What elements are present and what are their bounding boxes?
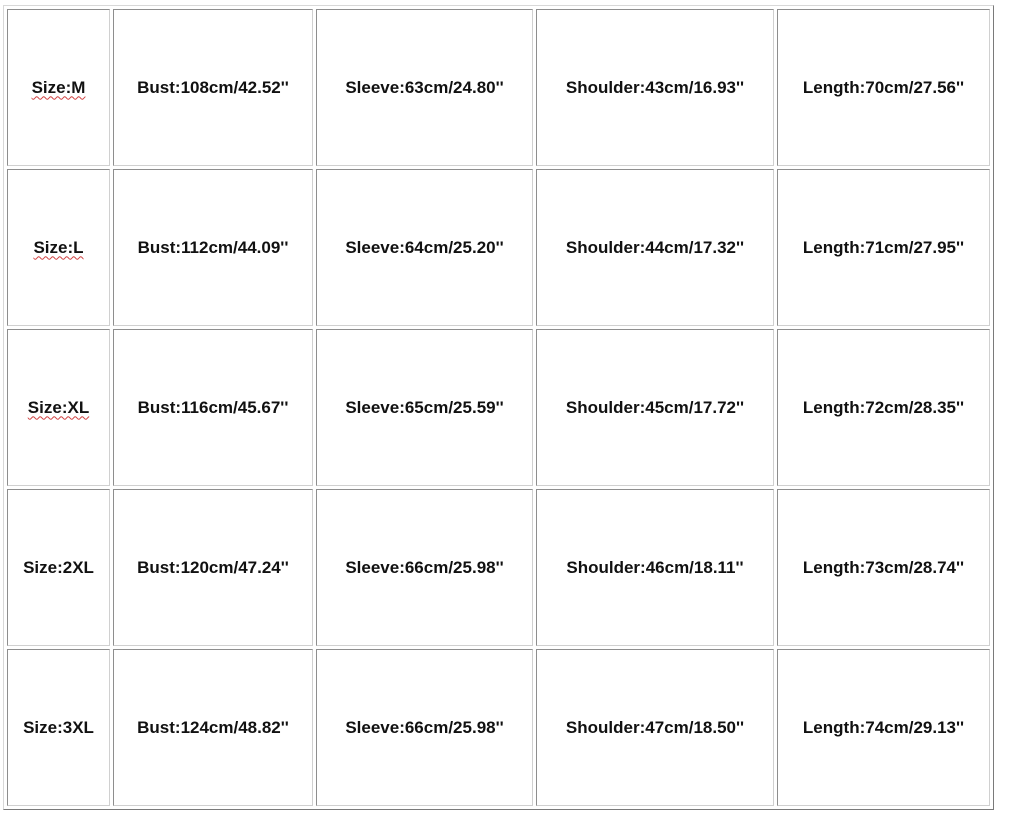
- size-chart-table: [3, 5, 994, 810]
- sleeve-value: Sleeve:66cm/25.98'': [345, 717, 504, 737]
- size-cell: [7, 649, 110, 806]
- table-row-size-m: [7, 9, 990, 166]
- sleeve-value: Sleeve:64cm/25.20'': [345, 237, 504, 257]
- bust-value: Bust:116cm/45.67'': [137, 397, 289, 417]
- length-cell: [777, 649, 990, 806]
- shoulder-value: Shoulder:44cm/17.32'': [565, 237, 745, 257]
- size-label: Size:XL: [27, 397, 90, 417]
- shoulder-cell: [536, 649, 774, 806]
- size-cell: [7, 169, 110, 326]
- shoulder-cell: [536, 489, 774, 646]
- bust-cell: [113, 649, 313, 806]
- sleeve-cell: [316, 649, 533, 806]
- table-row-size-xl: [7, 329, 990, 486]
- sleeve-cell: [316, 169, 533, 326]
- table-row-size-l: [7, 169, 990, 326]
- length-value: Length:70cm/27.56'': [802, 77, 965, 97]
- bust-value: Bust:108cm/42.52'': [137, 77, 289, 97]
- bust-cell: [113, 9, 313, 166]
- length-cell: [777, 169, 990, 326]
- bust-cell: [113, 169, 313, 326]
- sleeve-value: Sleeve:65cm/25.59'': [345, 397, 504, 417]
- length-value: Length:74cm/29.13'': [802, 717, 965, 737]
- bust-cell: [113, 489, 313, 646]
- length-cell: [777, 329, 990, 486]
- size-label: Size:3XL: [23, 717, 94, 737]
- shoulder-cell: [536, 329, 774, 486]
- sleeve-value: Sleeve:63cm/24.80'': [345, 77, 504, 97]
- length-value: Length:72cm/28.35'': [802, 397, 965, 417]
- length-cell: [777, 489, 990, 646]
- size-label: Size:2XL: [23, 557, 94, 577]
- length-value: Length:71cm/27.95'': [802, 237, 965, 257]
- shoulder-value: Shoulder:46cm/18.11'': [566, 557, 744, 577]
- sleeve-cell: [316, 9, 533, 166]
- size-cell: [7, 489, 110, 646]
- table-row-size-3xl: [7, 649, 990, 806]
- bust-value: Bust:112cm/44.09'': [137, 237, 289, 257]
- shoulder-value: Shoulder:43cm/16.93'': [565, 77, 745, 97]
- sleeve-cell: [316, 329, 533, 486]
- table-row-size-2xl: [7, 489, 990, 646]
- size-cell: [7, 329, 110, 486]
- sleeve-value: Sleeve:66cm/25.98'': [345, 557, 504, 577]
- shoulder-cell: [536, 9, 774, 166]
- size-label: Size:M: [31, 77, 86, 97]
- length-value: Length:73cm/28.74'': [802, 557, 965, 577]
- bust-cell: [113, 329, 313, 486]
- bust-value: Bust:124cm/48.82'': [137, 717, 289, 737]
- length-cell: [777, 9, 990, 166]
- size-cell: [7, 9, 110, 166]
- shoulder-cell: [536, 169, 774, 326]
- shoulder-value: Shoulder:47cm/18.50'': [565, 717, 745, 737]
- size-label: Size:L: [33, 237, 84, 257]
- sleeve-cell: [316, 489, 533, 646]
- bust-value: Bust:120cm/47.24'': [137, 557, 289, 577]
- shoulder-value: Shoulder:45cm/17.72'': [565, 397, 745, 417]
